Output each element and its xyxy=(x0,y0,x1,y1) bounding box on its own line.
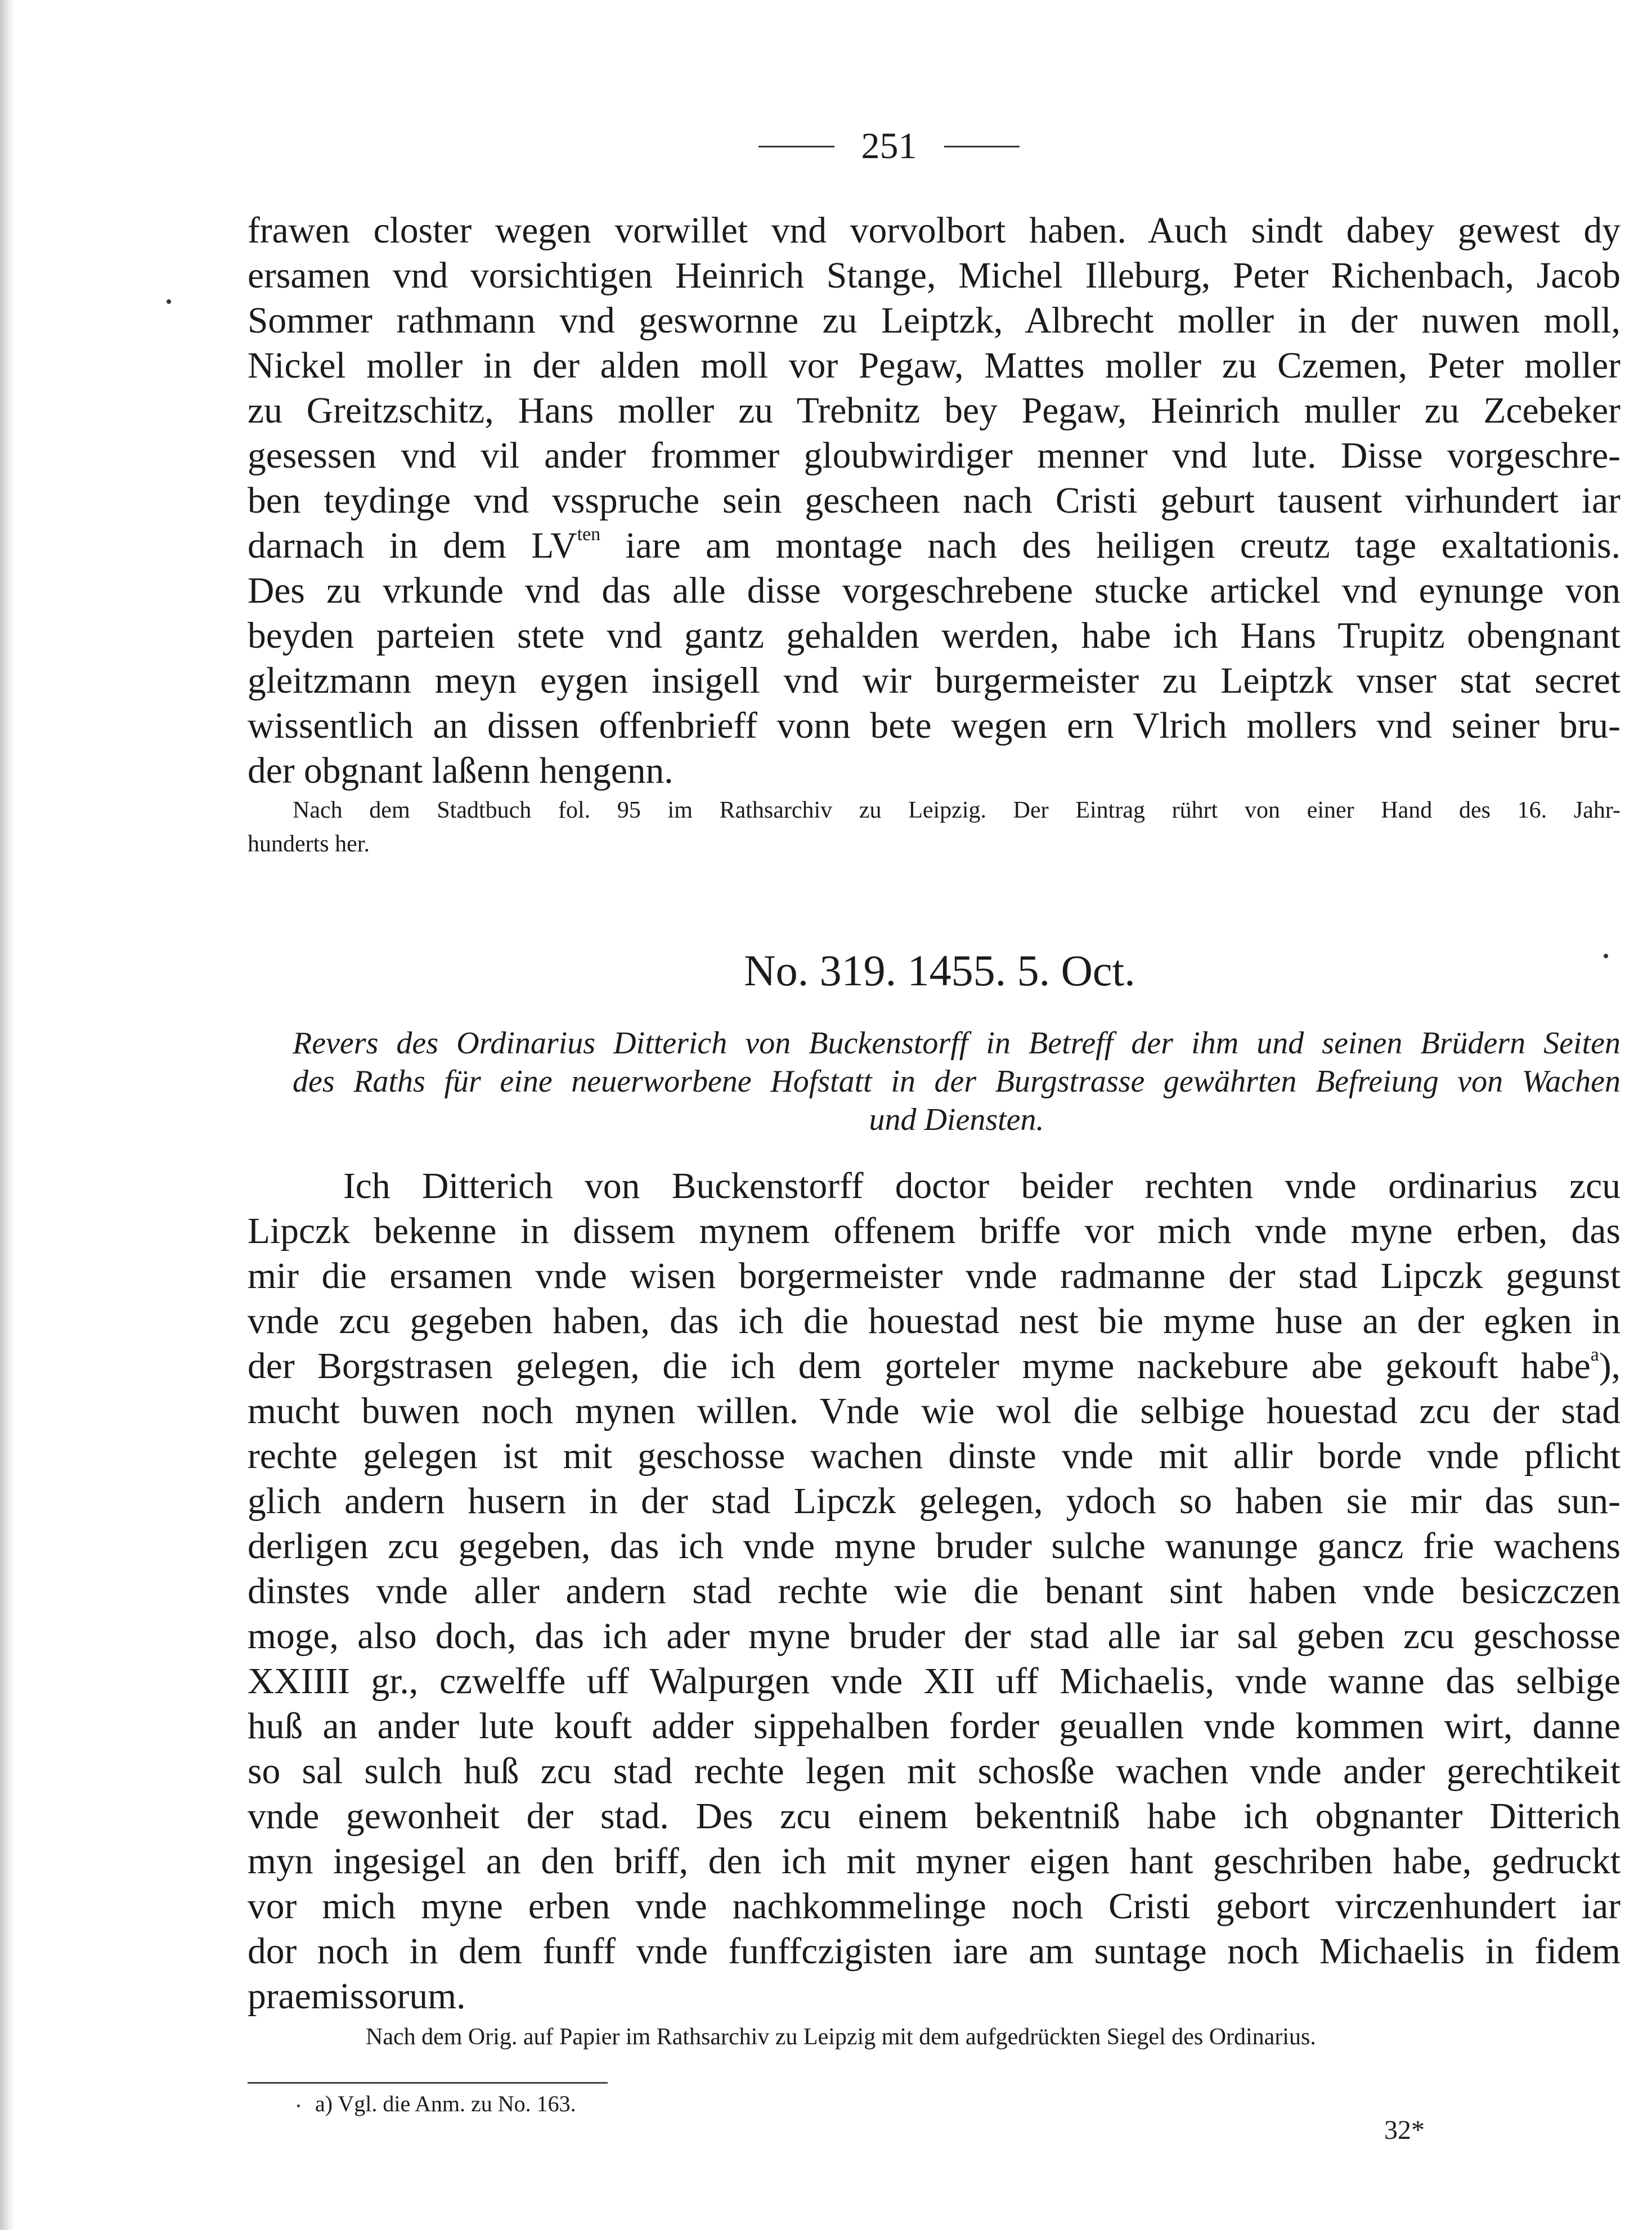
text-line: ben teydinge vnd vsspruche sein gescheen nach Cristi geburt tausent virhundert iar xyxy=(248,481,1620,521)
footnote: a) Vgl. die Anm. zu No. 163. xyxy=(315,2091,576,2116)
print-speck xyxy=(167,299,171,304)
text-line: mir die ersamen vnde wisen borgermeister vnde radmanne der stad Lipczk gegunst xyxy=(248,1256,1620,1296)
text-line: rechte gelegen ist mit geschosse wachen dinste vnde mit allir borde vnde pflicht xyxy=(248,1436,1620,1477)
text-line: huß an ander lute kouft adder sippehalben forder geuallen vnde kommen wirt, danne xyxy=(248,1706,1620,1747)
text-line: Sommer rathmann vnd geswornne zu Leiptzk, Albrecht moller in der nuwen moll, xyxy=(248,300,1620,341)
text-line: wissentlich an dissen offenbrieff vonn bete wegen ern Vlrich mollers vnd seiner bru- xyxy=(248,706,1620,746)
text-line: praemissorum. xyxy=(248,1976,466,2017)
superscript: ten xyxy=(577,524,601,545)
text-fragment: iare am montage nach des heiligen creutz tage exaltationis. xyxy=(600,526,1620,566)
text-line: ersamen vnd vorsichtigen Heinrich Stange, Michel Illeburg, Peter Richenbach, Jacob xyxy=(248,255,1620,296)
text-line: der obgnant laßenn hengenn. xyxy=(248,751,674,791)
text-line: XXIIII gr., czwelffe uff Walpurgen vnde XII uff Michaelis, vnde wanne das selbige xyxy=(248,1661,1620,1702)
text-line: dor noch in dem funff vnde funffczigisten iare am suntage noch Michaelis in fidem xyxy=(248,1931,1620,1972)
footnote-rule xyxy=(248,2082,608,2084)
summary-line: und Diensten. xyxy=(869,1102,1044,1137)
text-line xyxy=(248,1344,1620,1389)
text-line: derligen zcu gegeben, das ich vnde myne bruder sulche wanunge gancz frie wachens xyxy=(248,1526,1620,1567)
text-fragment: ), xyxy=(1599,1346,1620,1387)
scan-edge-shadow xyxy=(0,0,15,2230)
text-line: beyden parteien stete vnd gantz gehalden werden, habe ich Hans Trupitz obengnant xyxy=(248,616,1620,656)
text-line xyxy=(248,523,1620,568)
footnote-marker: a xyxy=(1590,1344,1599,1365)
text-line: Des zu vrkunde vnd das alle disse vorgeschrebene stucke artickel vnd eynunge von xyxy=(248,571,1620,611)
source-note: Nach dem Orig. auf Papier im Rathsarchiv zu Leipzig mit dem aufgedrückten Siegel des Ordinarius. xyxy=(366,2024,1316,2050)
document-summary xyxy=(293,1024,1620,1139)
text-line: Nickel moller in der alden moll vor Pegaw, Mattes moller zu Czemen, Peter moller xyxy=(248,346,1620,386)
text-line: glich andern husern in der stad Lipczk gelegen, ydoch so haben sie mir das sun- xyxy=(248,1481,1620,1522)
document-heading: No. 319. 1455. 5. Oct. xyxy=(744,946,1135,995)
summary-line: Revers des Ordinarius Ditterich von Buckenstorff in Betreff der ihm und seinen Brüdern Seiten xyxy=(293,1026,1620,1061)
text-line: moge, also doch, das ich ader myne bruder der stad alle iar sal geben zcu geschosse xyxy=(248,1616,1620,1657)
print-speck xyxy=(1604,954,1608,958)
text-line: Lipczk bekenne in dissem mynem offenem briffe vor mich vnde myne erben, das xyxy=(248,1211,1620,1251)
summary-line: des Raths für eine neuerworbene Hofstatt in der Burgstrasse gewährten Befreiung von Wachen xyxy=(293,1064,1620,1099)
text-line: myn ingesigel an den briff, den ich mit myner eigen hant geschriben habe, gedruckt xyxy=(248,1841,1620,1882)
text-line: vor mich myne erben vnde nachkommelinge noch Cristi gebort virczenhundert iar xyxy=(248,1886,1620,1927)
text-line: frawen closter wegen vorwillet vnd vorvolbort haben. Auch sindt dabey gewest dy xyxy=(248,210,1620,251)
source-note-line: Nach dem Stadtbuch fol. 95 im Rathsarchiv zu Leipzig. Der Eintrag rührt von einer Hand des 16. Jahr- xyxy=(293,797,1620,823)
source-note-line: hunderts her. xyxy=(248,831,370,857)
page-number-rule-left xyxy=(758,146,834,147)
page-number-text: 251 xyxy=(861,125,917,167)
text-line: gleitzmann meyn eygen insigell vnd wir burgermeister zu Leiptzk vnser stat secret xyxy=(248,661,1620,701)
text-fragment: darnach in dem LV xyxy=(248,526,577,566)
text-line: so sal sulch huß zcu stad rechte legen mit schosße wachen vnde ander gerechtikeit xyxy=(248,1751,1620,1792)
sheet-signature: 32* xyxy=(1384,2115,1425,2145)
continued-document-text xyxy=(248,208,1620,793)
text-line: gesessen vnd vil ander frommer gloubwirdiger menner vnd lute. Disse vorgeschre- xyxy=(248,436,1620,476)
print-speck xyxy=(297,2105,300,2107)
text-line: vnde gewonheit der stad. Des zcu einem bekentniß habe ich obgnanter Ditterich xyxy=(248,1796,1620,1837)
page-number xyxy=(731,125,1047,168)
text-line: vnde zcu gegeben haben, das ich die houestad nest bie myme huse an der egken in xyxy=(248,1301,1620,1341)
text-fragment: der Borgstrasen gelegen, die ich dem gorteler myme nackebure abe gekouft habe xyxy=(248,1346,1591,1387)
text-line: mucht buwen noch mynen willen. Vnde wie wol die selbige houestad zcu der stad xyxy=(248,1391,1620,1432)
source-note xyxy=(248,793,1620,861)
text-line: zu Greitzschitz, Hans moller zu Trebnitz bey Pegaw, Heinrich muller zu Zcebeker xyxy=(248,391,1620,431)
page-number-rule-right xyxy=(944,146,1020,147)
text-line: Ich Ditterich von Buckenstorff doctor beider rechten vnde ordinarius zcu xyxy=(343,1166,1620,1206)
document-body-text xyxy=(248,1164,1620,2019)
text-line: dinstes vnde aller andern stad rechte wie die benant sint haben vnde besiczczen xyxy=(248,1571,1620,1612)
